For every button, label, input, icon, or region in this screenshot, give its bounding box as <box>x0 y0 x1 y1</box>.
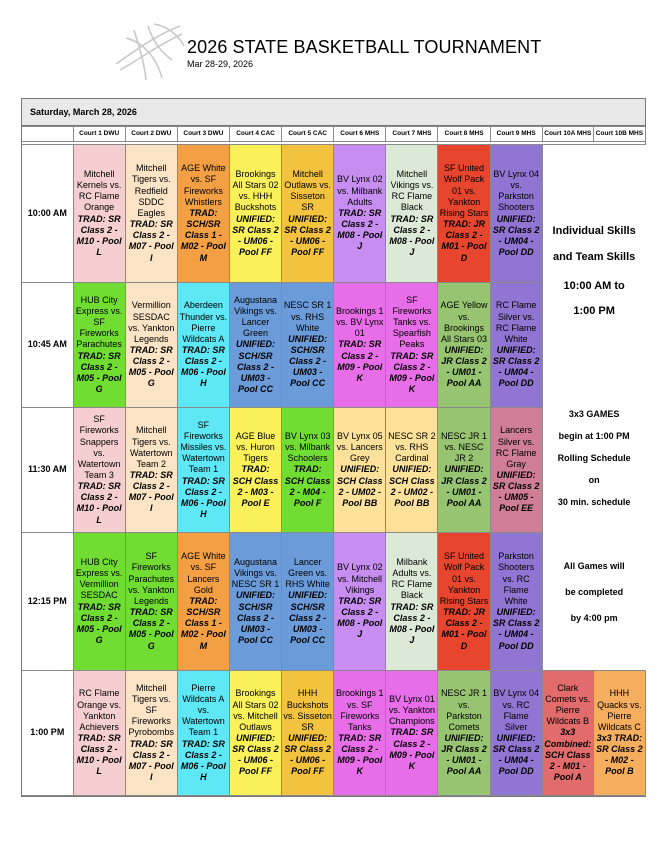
game-matchup: SF United Wolf Pack 01 vs. Yankton Rising Stars <box>439 163 489 218</box>
game-cell <box>73 533 125 671</box>
game-division: TRAD: SR Class 2 - M06 - Pool H <box>180 738 226 783</box>
game-cell <box>438 533 490 671</box>
game-matchup: Clark Comets vs. Pierre Wildcats B <box>545 682 591 727</box>
game-matchup: Aberdeen Thunder vs. Pierre Wildcats A <box>179 300 228 344</box>
game-division: TRAD: JR Class 2 - M01 - Pool D <box>441 219 487 263</box>
game-division: TRAD: SR Class 2 - M05 - Pool G <box>76 601 122 645</box>
skills-info-line: begin at 1:00 PM <box>558 431 630 441</box>
game-division: TRAD: SR Class 2 - M07 - Pool I <box>128 738 174 783</box>
game-cell <box>438 671 490 796</box>
game-matchup: Augustana Vikings vs. Lancer Green <box>234 294 278 339</box>
court-header: Court 7 MHS <box>386 127 438 142</box>
skills-info-line: and Team Skills <box>552 251 636 263</box>
game-cell <box>490 533 542 671</box>
game-matchup: BV Lynx 03 vs. Milbank Schoolers <box>284 430 331 464</box>
game-division: TRAD: SR Class 2 - M09 - Pool K <box>337 339 383 383</box>
game-matchup: Brookings All Stars 02 vs. Mitchell Outlaws <box>232 688 279 732</box>
game-division: UNIFIED: SR Class 2 - UM04 - Pool DD <box>492 213 540 257</box>
game-cell <box>177 671 229 796</box>
game-cell <box>490 671 542 796</box>
time-label: 10:45 AM <box>22 283 73 408</box>
game-matchup: HUB City Express vs. Vermillion SESDAC <box>75 556 123 601</box>
game-matchup: Mitchell Outlaws vs. Sisseton SR <box>284 168 331 213</box>
game-division: TRAD: SR Class 2 - M08 - Pool J <box>337 207 383 252</box>
game-matchup: Pierre Wildcats A vs. Watertown Team 1 <box>182 682 225 738</box>
page-title: 2026 STATE BASKETBALL TOURNAMENT <box>187 37 542 57</box>
game-division: UNIFIED: SR Class 2 - UM06 - Pool FF <box>284 213 331 257</box>
game-cell <box>125 145 177 283</box>
game-cell <box>125 283 177 408</box>
game-cell <box>73 145 125 283</box>
game-matchup: RC Flame Orange vs. Yankton Achievers <box>77 688 122 732</box>
game-cell <box>386 671 438 796</box>
game-cell <box>593 671 645 796</box>
skills-info-line: 30 min. schedule <box>557 497 631 507</box>
game-division: UNIFIED: JR Class 2 - UM01 - Pool AA <box>441 733 487 777</box>
game-matchup: SF Fireworks Snappers vs. Watertown Team 3 <box>77 414 121 480</box>
game-cell <box>73 283 125 408</box>
game-division: UNIFIED: SR Class 2 - UM04 - Pool DD <box>492 733 540 777</box>
game-division: TRAD: SR Class 2 - M10 - Pool L <box>76 481 122 525</box>
game-cell <box>334 145 386 283</box>
skills-info-line: 10:00 AM to <box>563 280 625 292</box>
game-cell <box>438 283 490 408</box>
game-division: TRAD: SR Class 2 - M06 - Pool H <box>180 475 226 520</box>
game-matchup: RC Flame Silver vs. RC Flame White <box>495 300 537 344</box>
time-label: 12:15 PM <box>22 533 73 671</box>
game-division: UNIFIED: SR Class 2 - UM06 - Pool FF <box>232 213 279 257</box>
game-matchup: NESC JR 1 vs. Parkston Comets <box>441 688 488 732</box>
game-matchup: Mitchell Kernels vs. RC Flame Orange <box>76 168 122 213</box>
court-header: Court 10A MHS <box>542 127 593 142</box>
game-matchup: Brookings 1 vs. BV Lynx 01 <box>336 305 384 339</box>
game-division: 3x3 Combined: SCH Class 2 - M01 - Pool A <box>544 727 592 783</box>
game-division: UNIFIED: SR Class 2 - UM06 - Pool FF <box>232 733 279 777</box>
game-matchup: SF United Wolf Pack 01 vs. Yankton Rising Stars <box>439 551 489 606</box>
game-cell <box>229 145 281 283</box>
court-header: Court 9 MHS <box>490 127 542 142</box>
game-matchup: Vermillion SESDAC vs. Yankton Legends <box>128 300 175 344</box>
game-division: 3x3 TRAD: SR Class 2 - M02 - Pool B <box>596 733 643 777</box>
game-cell <box>282 408 334 533</box>
schedule-grid <box>22 126 646 796</box>
game-cell <box>229 533 281 671</box>
game-matchup: SF Fireworks Tanks vs. Spearfish Peaks <box>392 294 432 350</box>
game-matchup: Mitchell Vikings vs. RC Flame Black <box>390 168 434 213</box>
skills-info-line: by 4:00 pm <box>570 613 618 623</box>
time-label: 10:00 AM <box>22 145 73 283</box>
game-division: TRAD: SR Class 2 - M05 - Pool G <box>128 345 174 389</box>
game-division: TRAD: SCH Class 2 - M04 - Pool F <box>284 464 331 508</box>
game-division: UNIFIED: JR Class 2 - UM01 - Pool AA <box>441 345 487 389</box>
game-cell <box>282 145 334 283</box>
game-cell <box>490 145 542 283</box>
game-division: TRAD: SCH Class 2 - M03 - Pool E <box>232 464 279 508</box>
game-division: TRAD: SR Class 2 - M10 - Pool L <box>76 213 122 257</box>
game-matchup: Lancers Silver vs. RC Flame Gray <box>495 425 537 469</box>
game-cell <box>73 671 125 796</box>
game-division: UNIFIED: SR Class 2 - UM06 - Pool FF <box>284 733 331 777</box>
game-matchup: Mitchell Tigers vs. Watertown Team 2 <box>129 425 173 469</box>
skills-info-panel <box>542 145 645 671</box>
game-cell <box>282 283 334 408</box>
game-cell <box>386 533 438 671</box>
game-matchup: NESC SR 1 vs. RHS White <box>283 300 332 333</box>
game-cell <box>386 283 438 408</box>
game-cell <box>125 671 177 796</box>
game-division: UNIFIED: SR Class 2 - UM04 - Pool DD <box>492 345 540 389</box>
game-cell <box>177 283 229 408</box>
game-matchup: Mitchell Tigers vs. SF Fireworks Pyrobombs <box>128 682 175 738</box>
game-cell <box>438 408 490 533</box>
time-slot-row <box>22 145 646 283</box>
game-division: TRAD: SR Class 2 - M05 - Pool G <box>128 607 174 651</box>
court-header: Court 3 DWU <box>177 127 229 142</box>
court-header: Court 4 CAC <box>229 127 281 142</box>
game-division: UNIFIED: SCH/SR Class 2 - UM03 - Pool CC <box>236 339 276 395</box>
court-header: Court 2 DWU <box>125 127 177 142</box>
game-division: TRAD: SR Class 2 - M09 - Pool K <box>389 350 435 395</box>
game-division: TRAD: SR Class 2 - M07 - Pool I <box>128 470 174 514</box>
game-matchup: AGE White vs. SF Fireworks Whistlers <box>181 163 226 207</box>
skills-info-line: on <box>588 475 600 485</box>
day-heading: Saturday, March 28, 2026 <box>22 99 645 126</box>
game-division: UNIFIED: SCH/SR Class 2 - UM03 - Pool CC <box>288 590 328 645</box>
game-matchup: BV Lynx 04 vs. Parkston Shooters <box>493 168 540 213</box>
game-matchup: Brookings 1 vs. SF Fireworks Tanks <box>336 688 384 732</box>
game-cell <box>490 283 542 408</box>
game-cell <box>73 408 125 533</box>
game-division: UNIFIED: SCH Class 2 - UM02 - Pool BB <box>337 464 383 508</box>
court-header: Court 10B MHS <box>593 127 645 142</box>
game-cell <box>177 408 229 533</box>
game-division: TRAD: JR Class 2 - M01 - Pool D <box>441 607 487 651</box>
game-matchup: BV Lynx 04 vs. RC Flame Silver <box>493 688 540 732</box>
game-division: UNIFIED: SCH/SR Class 2 - UM03 - Pool CC <box>288 333 328 389</box>
game-division: TRAD: SR Class 2 - M08 - Pool J <box>389 601 435 645</box>
game-cell <box>125 408 177 533</box>
skills-info-line: All Games will <box>563 561 625 571</box>
game-matchup: AGE Yellow vs. Brookings All Stars 03 <box>440 300 488 344</box>
game-cell <box>386 145 438 283</box>
game-matchup: HHH Quacks vs. Pierre Wildcats C <box>597 688 642 732</box>
game-matchup: SF Fireworks Parachutes vs. Yankton Legends <box>128 551 175 606</box>
skills-info-line: be completed <box>565 587 624 597</box>
game-matchup: NESC SR 2 vs. RHS Cardinal <box>388 430 436 464</box>
game-division: UNIFIED: JR Class 2 - UM01 - Pool AA <box>441 464 487 508</box>
court-header-row <box>22 127 646 142</box>
game-matchup: BV Lynx 02 vs. Milbank Adults <box>336 174 383 207</box>
game-cell <box>282 671 334 796</box>
game-matchup: Parkston Shooters vs. RC Flame White <box>498 551 535 606</box>
time-label: 11:30 AM <box>22 408 73 533</box>
game-cell <box>177 145 229 283</box>
game-matchup: Milbank Adults vs. RC Flame Black <box>391 556 433 601</box>
game-division: TRAD: SR Class 2 - M05 - Pool G <box>76 350 122 395</box>
game-cell <box>542 671 593 796</box>
game-matchup: HUB City Express vs. SF Fireworks Parachutes <box>75 294 123 350</box>
court-header: Court 1 DWU <box>73 127 125 142</box>
game-cell <box>490 408 542 533</box>
skills-info-line: 1:00 PM <box>573 305 615 317</box>
time-label: 1:00 PM <box>22 671 73 796</box>
game-cell <box>334 671 386 796</box>
game-division: TRAD: SR Class 2 - M06 - Pool H <box>180 345 226 389</box>
game-division: TRAD: SR Class 2 - M10 - Pool L <box>76 733 122 777</box>
court-header: Court 8 MHS <box>438 127 490 142</box>
game-division: TRAD: SR Class 2 - M09 - Pool K <box>337 733 383 777</box>
game-matchup: SF Fireworks Missiles vs. Watertown Team 1 <box>180 419 227 475</box>
skills-info-line: Individual Skills <box>552 225 636 237</box>
game-matchup: Augustana Vikings vs. NESC SR 1 <box>231 556 280 590</box>
court-header: Court 6 MHS <box>334 127 386 142</box>
game-cell <box>282 533 334 671</box>
game-division: TRAD: SR Class 2 - M08 - Pool J <box>389 213 435 257</box>
game-matchup: Brookings All Stars 02 vs. HHH Buckshots <box>232 168 279 213</box>
game-cell <box>229 283 281 408</box>
game-division: TRAD: SCH/SR Class 1 - M02 - Pool M <box>180 207 226 263</box>
game-matchup: Lancer Green vs. RHS White <box>285 556 330 590</box>
game-division: UNIFIED: SR Class 2 - UM04 - Pool DD <box>492 607 540 651</box>
game-division: UNIFIED: SR Class 2 - UM05 - Pool EE <box>492 470 540 514</box>
game-cell <box>334 408 386 533</box>
game-matchup: AGE Blue vs. Huron Tigers <box>235 430 276 464</box>
game-division: TRAD: SR Class 2 - M08 - Pool J <box>337 595 383 640</box>
game-cell <box>334 283 386 408</box>
time-slot-row <box>22 671 646 796</box>
game-matchup: NESC JR 1 vs. NESC JR 2 <box>441 430 488 464</box>
game-matchup: BV Lynx 02 vs. Mitchell Vikings <box>336 562 383 595</box>
court-header-blank <box>22 127 73 142</box>
game-division: TRAD: SR Class 2 - M09 - Pool K <box>389 727 435 771</box>
game-division: TRAD: SR Class 2 - M07 - Pool I <box>128 219 174 263</box>
basketball-logo-icon <box>108 20 188 82</box>
schedule-table <box>21 98 646 797</box>
game-cell <box>334 533 386 671</box>
game-division: TRAD: SCH/SR Class 1 - M02 - Pool M <box>180 595 226 651</box>
game-matchup: AGE White vs. SF Lancers Gold <box>181 551 226 595</box>
tournament-dates: Mar 28-29, 2026 <box>187 59 254 69</box>
game-matchup: HHH Buckshots vs. Sisseton SR <box>283 688 332 732</box>
game-matchup: BV Lynx 01 vs. Yankton Champions <box>388 693 436 727</box>
game-cell <box>177 533 229 671</box>
game-division: UNIFIED: SCH Class 2 - UM02 - Pool BB <box>389 464 435 508</box>
game-cell <box>229 671 281 796</box>
skills-info-line: Rolling Schedule <box>557 453 631 463</box>
skills-info-line: 3x3 GAMES <box>568 409 620 419</box>
game-cell <box>386 408 438 533</box>
game-cell <box>125 533 177 671</box>
game-cell <box>229 408 281 533</box>
court-header: Court 5 CAC <box>282 127 334 142</box>
game-matchup: BV Lynx 05 vs. Lancers Grey <box>336 430 383 464</box>
game-matchup: Mitchell Tigers vs. Redfield SDDC Eagles <box>131 163 171 218</box>
game-cell <box>438 145 490 283</box>
game-division: UNIFIED: SCH/SR Class 2 - UM03 - Pool CC <box>236 590 276 645</box>
